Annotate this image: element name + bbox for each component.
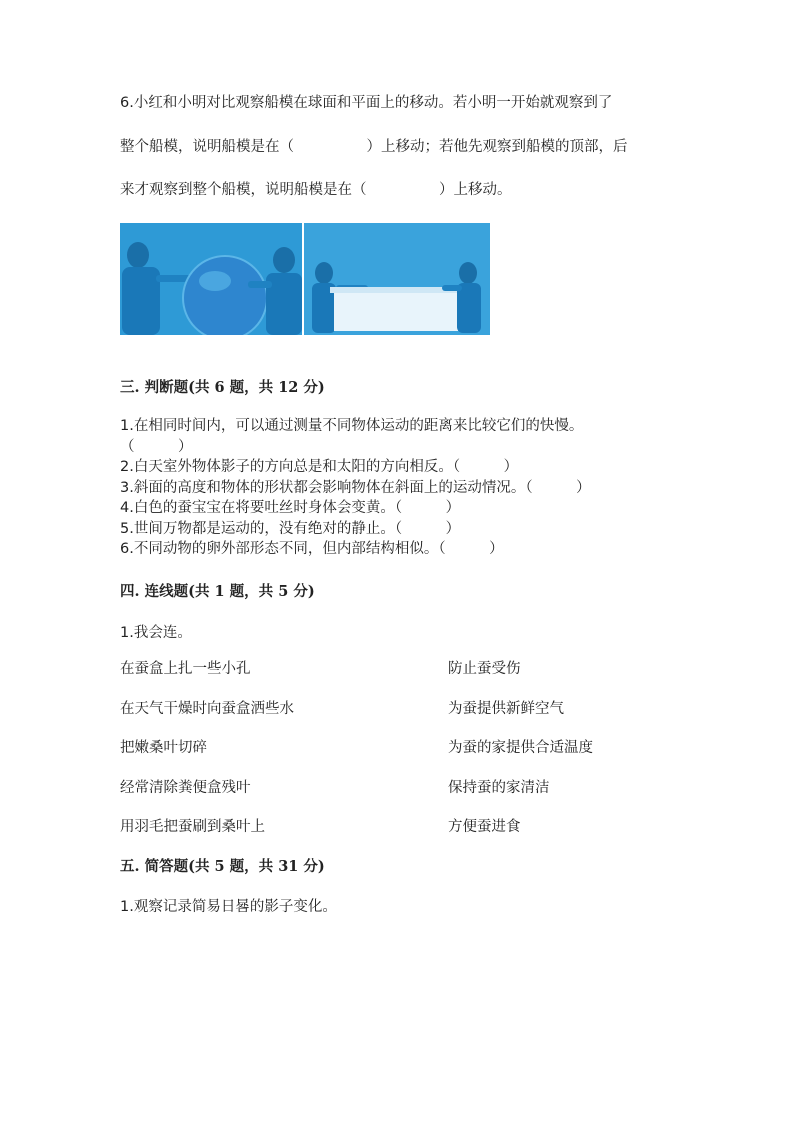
judge-item-5: 5.世间万物都是运动的，没有绝对的静止。（ ） [120,520,461,537]
boy-head-right [459,262,477,284]
section-5-title: 五. 简答题(共 5 题，共 31 分) [120,858,325,875]
section-3-title: 三. 判断题(共 6 题，共 12 分) [120,379,325,396]
girl-head-right [315,262,333,284]
matching-right-3: 为蚕的家提供合适温度 [448,740,593,756]
matching-right-5: 方便蚕进食 [448,819,521,835]
question-6-line-2: 整个船模，说明船模是在（ ）上移动；若他先观察到船模的顶部，后 [120,138,628,155]
girl-body-left [122,267,160,335]
judge-item-1: 1.在相同时间内，可以通过测量不同物体运动的距离来比较它们的快慢。（ ） [120,418,584,455]
judge-item-6: 6.不同动物的卵外部形态不同，但内部结构相似。（ ） [120,541,504,557]
question-6-line-3: 来才观察到整个船模，说明船模是在（ ）上移动。 [120,182,512,198]
boy-arm-left [248,281,272,288]
section-4-title: 四. 连线题(共 1 题，共 5 分) [120,583,315,600]
matching-left-1: 在蚕盒上扎一些小孔 [120,661,251,677]
ship-model-photo-illustration [120,223,490,335]
matching-right-2: 为蚕提供新鲜空气 [448,701,564,717]
matching-prompt: 1.我会连。 [120,625,192,641]
ball-highlight [199,271,231,291]
matching-right-4: 保持蚕的家清洁 [448,780,550,796]
judge-item-4: 4.白色的蚕宝宝在将要吐丝时身体会变黄。（ ） [120,500,461,516]
girl-head-left [127,242,149,268]
matching-left-5: 用羽毛把蚕刷到桑叶上 [120,819,265,835]
matching-right-1: 防止蚕受伤 [448,661,521,677]
true-false-questions [120,416,680,560]
boy-arm-right [442,285,462,291]
question-6 [120,92,680,223]
photo-divider [302,223,304,335]
question-6-line-1: 6.小红和小明对比观察船模在球面和平面上的移动。若小明一开始就观察到了 [120,95,613,111]
ball [183,256,267,335]
matching-left-2: 在天气干燥时向蚕盒洒些水 [120,701,294,717]
boy-head-left [273,247,295,273]
judge-item-3: 3.斜面的高度和物体的形状都会影响物体在斜面上的运动情况。（ ） [120,479,591,496]
short-answer-prompt: 1.观察记录简易日晷的影子变化。 [120,899,337,915]
ship-model-photo [120,223,490,335]
judge-item-2: 2.白天室外物体影子的方向总是和太阳的方向相反。（ ） [120,459,519,475]
matching-left-3: 把嫩桑叶切碎 [120,740,207,756]
matching-left-4: 经常清除粪便盒残叶 [120,780,251,796]
table-box [334,291,458,331]
